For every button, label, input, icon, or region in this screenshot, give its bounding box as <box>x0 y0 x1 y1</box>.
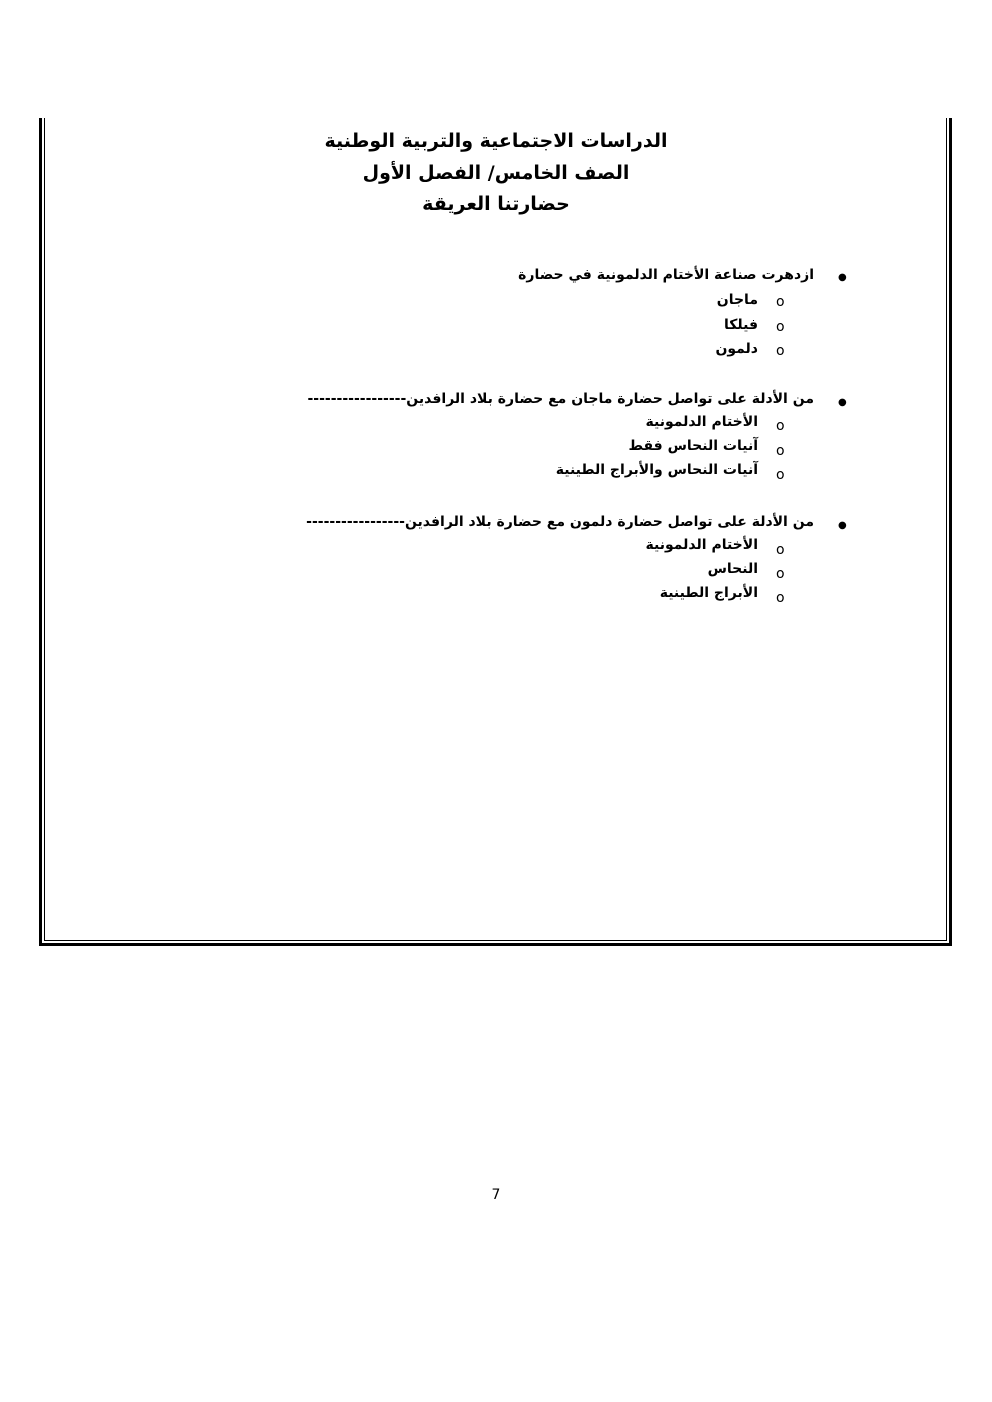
option-bullet-icon: o <box>776 443 785 459</box>
option-3-1[interactable]: الأختام الدلمونية <box>645 537 758 553</box>
option-bullet-icon: o <box>776 418 785 434</box>
option-bullet-icon: o <box>776 566 785 582</box>
option-2-2[interactable]: آنيات النحاس فقط <box>628 438 758 454</box>
question-text-1: ازدهرت صناعة الأختام الدلمونية في حضارة <box>518 267 814 283</box>
lesson-title: حضارتنا العريقة <box>422 193 570 215</box>
question-bullet-icon: ● <box>838 520 847 531</box>
question-bullet-icon: ● <box>838 272 847 283</box>
option-3-2[interactable]: النحاس <box>707 561 758 577</box>
option-bullet-icon: o <box>776 467 785 483</box>
option-bullet-icon: o <box>776 542 785 558</box>
question-text-2: من الأدلة على تواصل حضارة ماجان مع حضارة بلاد الرافدين----------------- <box>307 391 814 407</box>
frame-left-outer-line <box>39 118 42 946</box>
option-bullet-icon: o <box>776 343 785 359</box>
frame-bottom-inner-line <box>44 940 947 941</box>
option-bullet-icon: o <box>776 590 785 606</box>
question-text-3: من الأدلة على تواصل حضارة دلمون مع حضارة بلاد الرافدين----------------- <box>306 514 814 530</box>
frame-bottom-outer-line <box>39 943 952 946</box>
frame-right-outer-line <box>949 118 952 946</box>
subject-title: الدراسات الاجتماعية والتربية الوطنية <box>324 130 668 152</box>
option-2-1[interactable]: الأختام الدلمونية <box>645 414 758 430</box>
page-number: 7 <box>491 1187 501 1203</box>
option-1-3[interactable]: دلمون <box>715 341 758 357</box>
option-bullet-icon: o <box>776 294 785 310</box>
frame-left-inner-line <box>44 118 45 941</box>
option-1-2[interactable]: فيلكا <box>724 317 758 333</box>
grade-term-title: الصف الخامس/ الفصل الأول <box>362 162 630 184</box>
option-1-1[interactable]: ماجان <box>716 292 758 308</box>
question-bullet-icon: ● <box>838 397 847 408</box>
option-2-3[interactable]: آنيات النحاس والأبراج الطينية <box>555 462 758 478</box>
option-3-3[interactable]: الأبراج الطينية <box>659 585 758 601</box>
frame-right-inner-line <box>946 118 947 941</box>
option-bullet-icon: o <box>776 319 785 335</box>
